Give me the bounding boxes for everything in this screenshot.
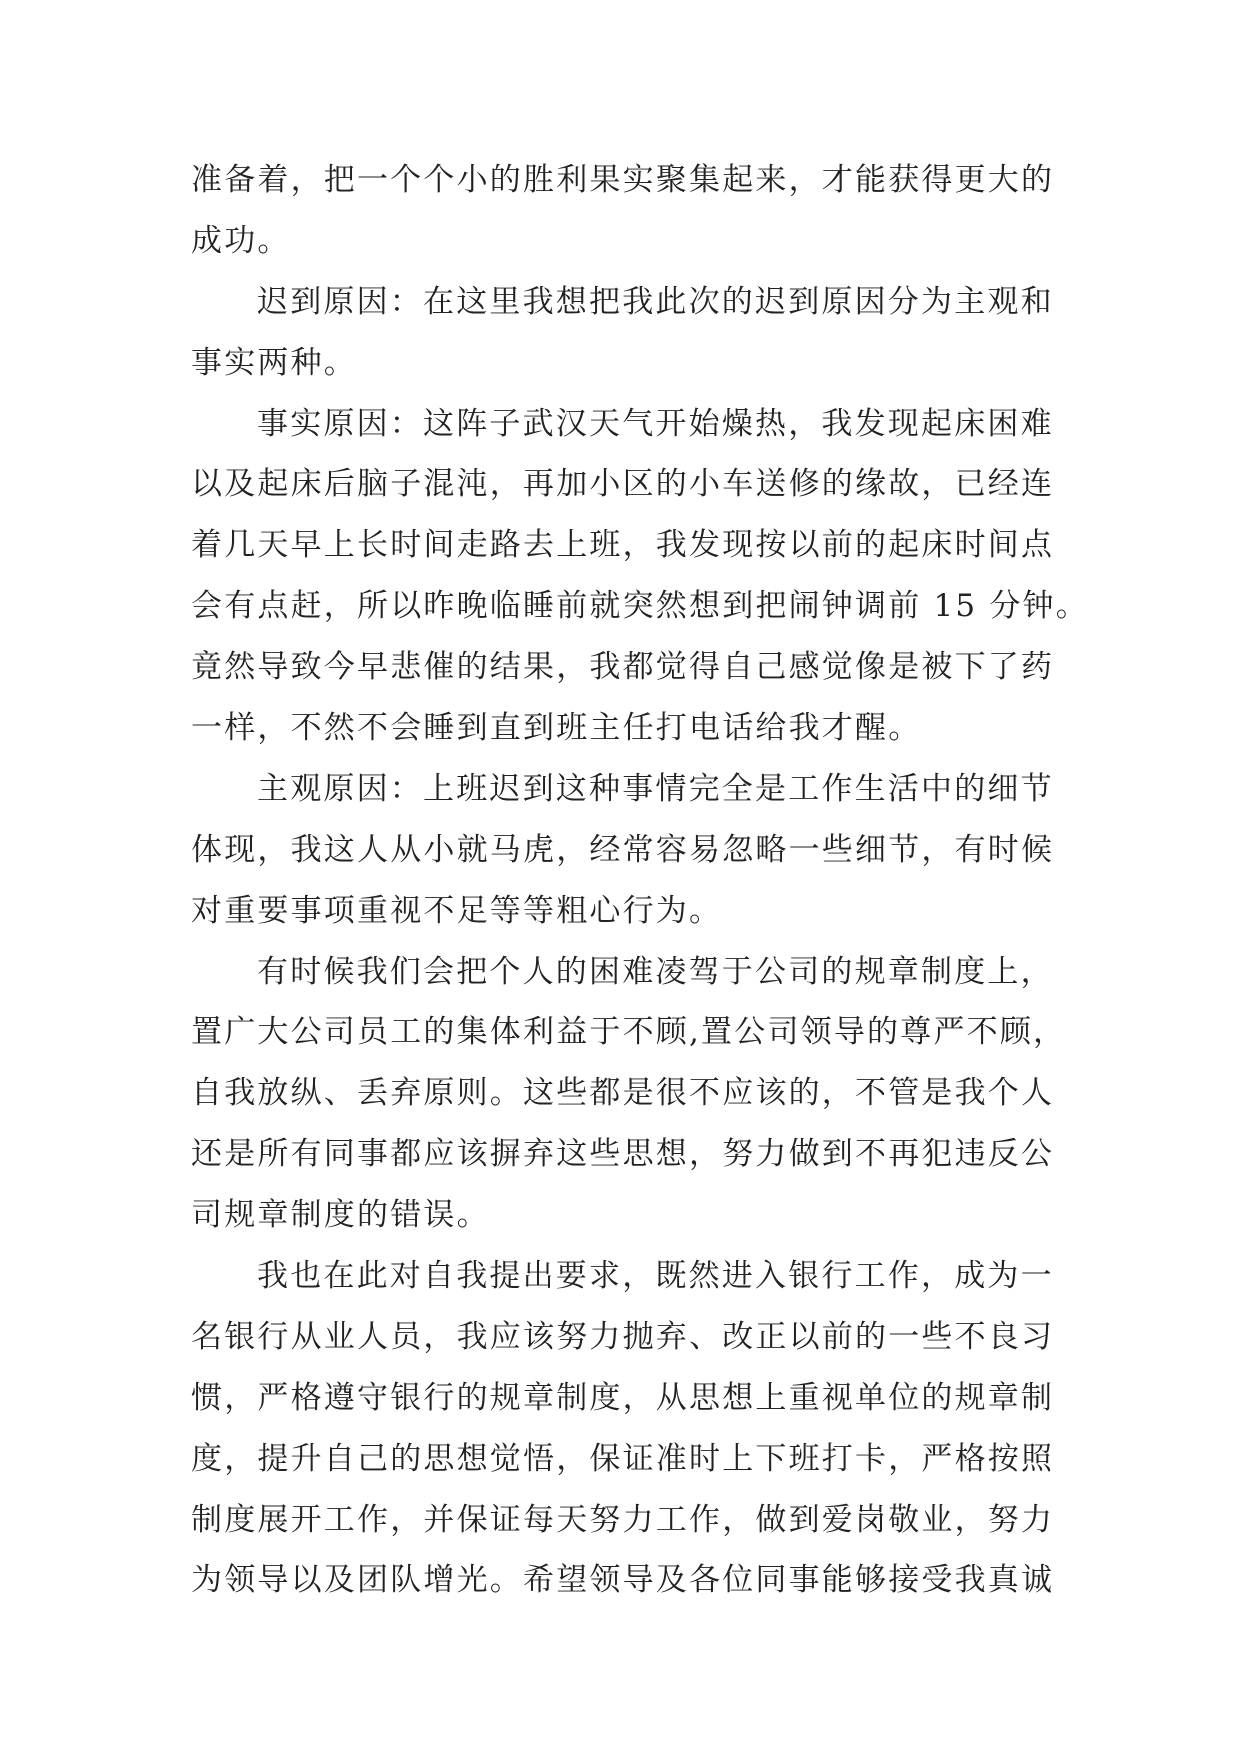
text-line: 名银行从业人员，我应该努力抛弃、改正以前的一些不良习	[191, 1318, 1055, 1355]
text-line: 度，提升自己的思想觉悟，保证准时上下班打卡，严格按照	[191, 1440, 1055, 1477]
text-line: 事实两种。	[191, 344, 357, 381]
text-line: 对重要事项重视不足等等粗心行为。	[191, 892, 723, 929]
text-line: 惯，严格遵守银行的规章制度，从思想上重视单位的规章制	[191, 1379, 1055, 1416]
text-line: 制度展开工作，并保证每天努力工作，做到爱岗敬业，努力	[191, 1501, 1055, 1538]
text-line: 还是所有同事都应该摒弃这些思想，努力做到不再犯违反公	[191, 1136, 1055, 1173]
text-line: 自我放纵、丢弃原则。这些都是很不应该的，不管是我个人	[191, 1075, 1055, 1112]
text-line: 迟到原因：在这里我想把我此次的迟到原因分为主观和	[257, 283, 1054, 320]
text-line: 竟然导致今早悲催的结果，我都觉得自己感觉像是被下了药	[191, 649, 1055, 686]
text-line: 有时候我们会把个人的困难凌驾于公司的规章制度上，	[257, 953, 1054, 990]
text-line: 事实原因：这阵子武汉天气开始燥热，我发现起床困难	[257, 405, 1054, 442]
text-line: 以及起床后脑子混沌，再加小区的小车送修的缘故，已经连	[191, 466, 1055, 503]
text-line: 置广大公司员工的集体利益于不顾,置公司领导的尊严不顾，	[191, 1014, 1067, 1051]
text-line: 为领导以及团队增光。希望领导及各位同事能够接受我真诚	[191, 1562, 1055, 1599]
document-body	[191, 150, 1089, 1611]
text-line: 司规章制度的错误。	[191, 1197, 490, 1234]
text-line: 会有点赶，所以昨晚临睡前就突然想到把闹钟调前 15 分钟。	[191, 588, 1089, 625]
text-line: 主观原因：上班迟到这种事情完全是工作生活中的细节	[257, 770, 1054, 807]
text-line: 准备着，把一个个小的胜利果实聚集起来，才能获得更大的	[191, 162, 1055, 198]
text-line: 成功。	[191, 222, 291, 259]
text-line: 着几天早上长时间走路去上班，我发现按以前的起床时间点	[191, 527, 1055, 564]
text-line: 我也在此对自我提出要求，既然进入银行工作，成为一	[257, 1258, 1054, 1295]
text-line: 一样，不然不会睡到直到班主任打电话给我才醒。	[191, 710, 922, 747]
text-line: 体现，我这人从小就马虎，经常容易忽略一些细节，有时候	[191, 831, 1055, 868]
